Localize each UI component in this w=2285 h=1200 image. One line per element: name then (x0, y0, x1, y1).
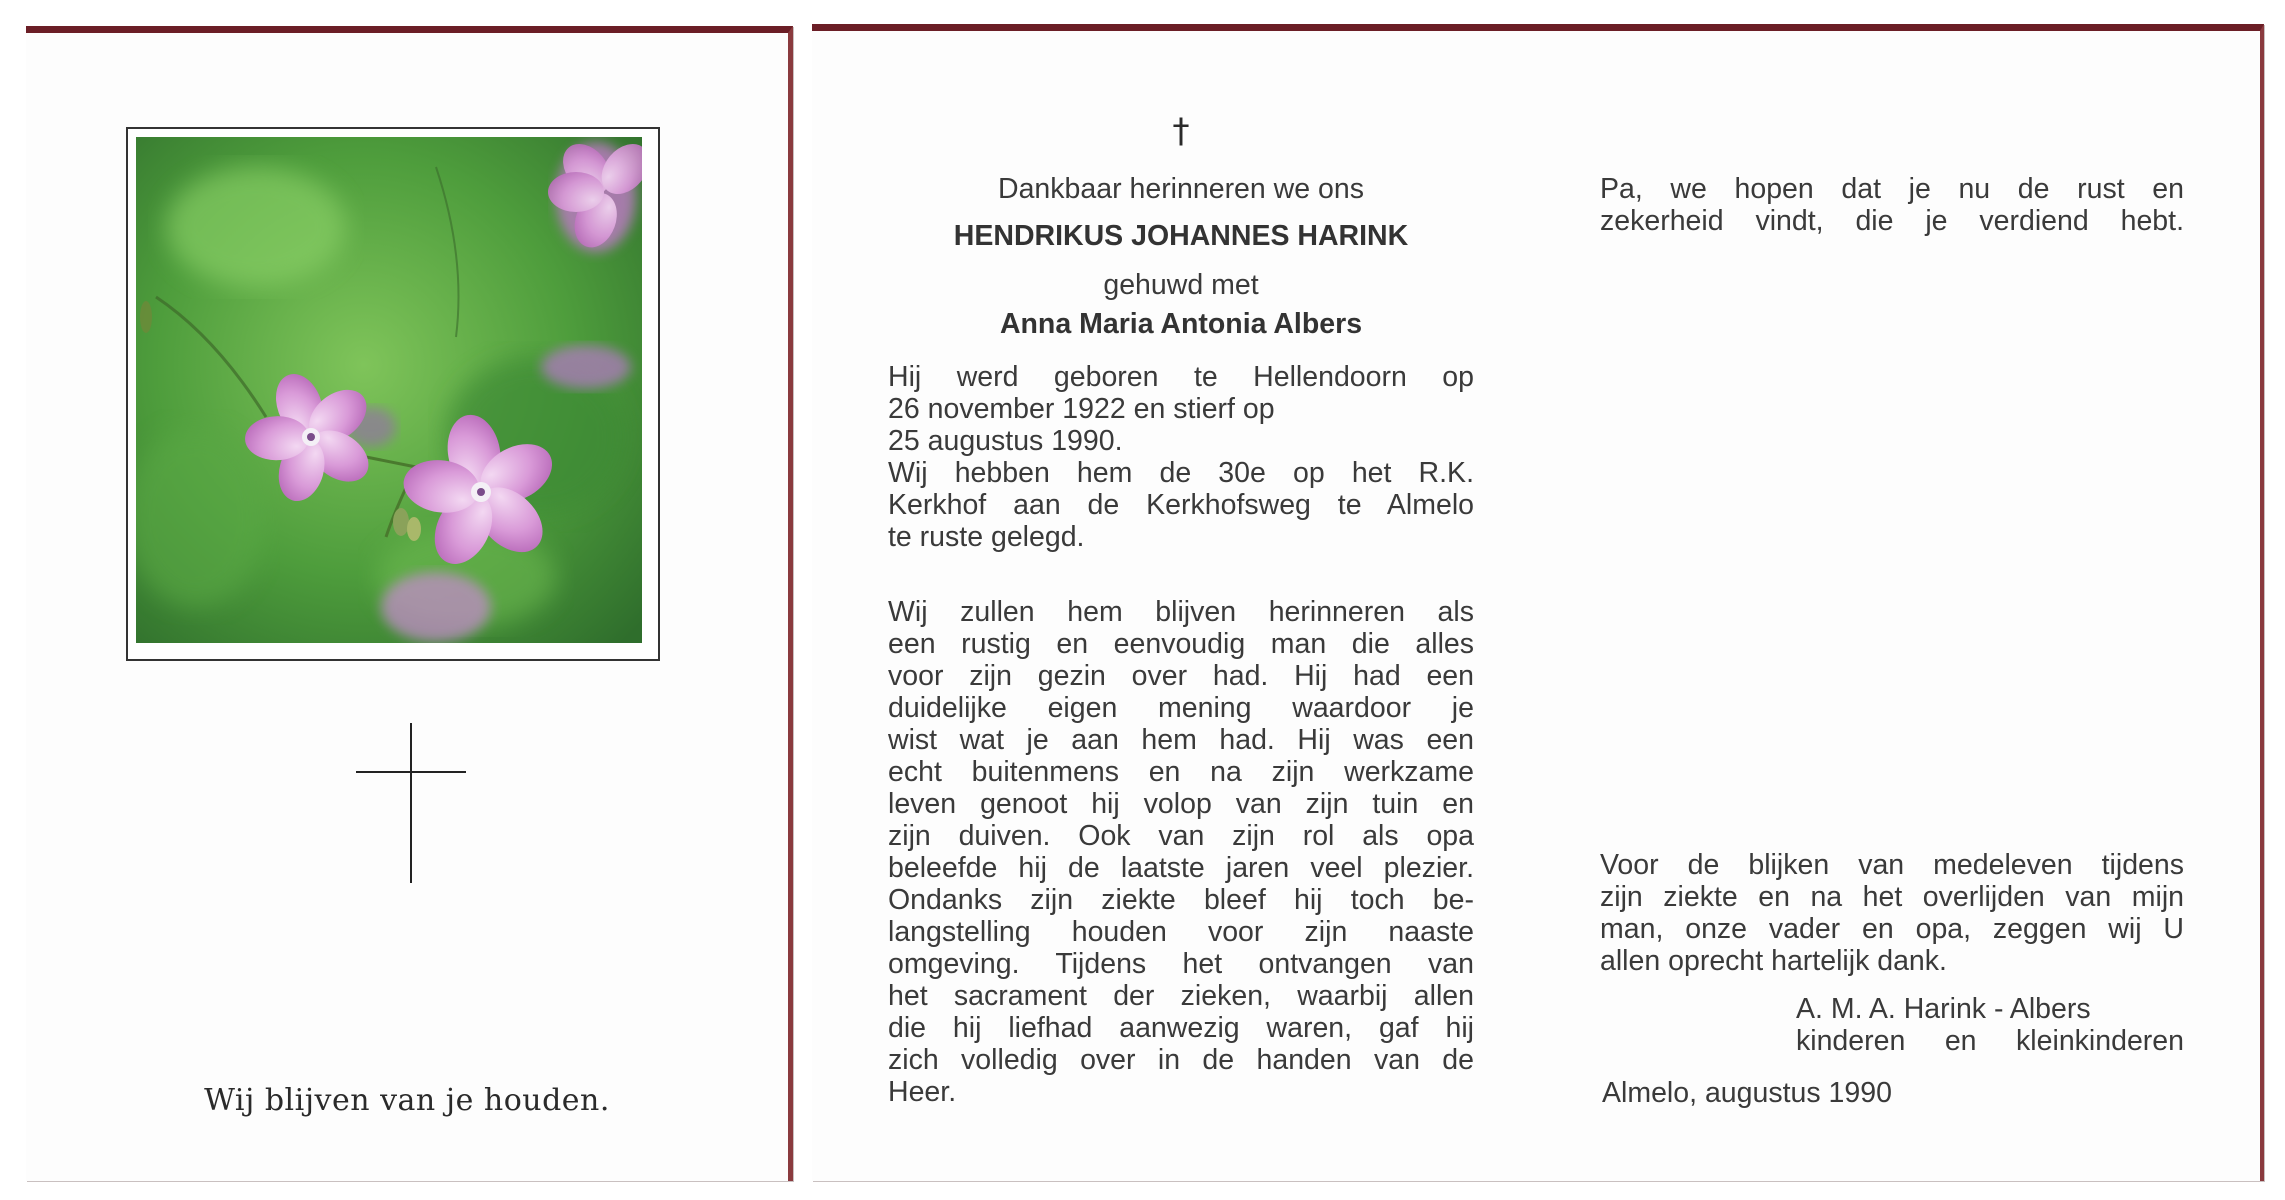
text-line: 26 november 1922 en stierf op (888, 393, 1275, 425)
flower-illustration (136, 137, 642, 643)
text-line: zich volledig over in de handen van de (888, 1044, 1474, 1076)
text-line: het sacrament der zieken, waarbij allen (888, 980, 1474, 1012)
flower-photo (136, 137, 642, 643)
text-line: leven genoot hij volop van zijn tuin en (888, 788, 1474, 820)
wish-paragraph (1600, 173, 2184, 237)
intro-line: Dankbaar herinneren we ons (998, 173, 1364, 205)
text-line: een rustig en eenvoudig man die alles (888, 628, 1474, 660)
place-date: Almelo, augustus 1990 (1602, 1077, 1892, 1109)
text-line: wist wat je aan hem had. Hij was een (888, 724, 1474, 756)
thanks-paragraph (1600, 849, 2184, 977)
text-line: allen oprecht hartelijk dank. (1600, 945, 1947, 977)
spouse-name: Anna Maria Antonia Albers (999, 308, 1363, 340)
text-line: Pa, we hopen dat je nu de rust en (1600, 173, 2184, 205)
memory-paragraph (888, 596, 1474, 1108)
text-line: Ondanks zijn ziekte bleef hij toch be- (888, 884, 1474, 916)
text-line: 25 augustus 1990. (888, 425, 1123, 457)
text-line: voor zijn gezin over had. Hij had een (888, 660, 1474, 692)
text-line: beleefde hij de laatste jaren veel plezier. (888, 852, 1474, 884)
text-line: te ruste gelegd. (888, 521, 1085, 553)
text-line: langstelling houden voor zijn naaste (888, 916, 1474, 948)
text-line: zijn ziekte en na het overlijden van mijn (1600, 881, 2184, 913)
text-line: Wij hebben hem de 30e op het R.K. (888, 457, 1474, 489)
text-line: zekerheid vindt, die je verdiend hebt. (1600, 205, 2184, 237)
signature-block (1796, 993, 2184, 1057)
text-line: die hij liefhad aanwezig waren, gaf hij (888, 1012, 1474, 1044)
married-line: gehuwd met (1103, 269, 1259, 301)
text-line: man, onze vader en opa, zeggen wij U (1600, 913, 2184, 945)
text-line: Heer. (888, 1076, 957, 1108)
small-cross-icon: † (1172, 111, 1190, 151)
text-line: omgeving. Tijdens het ontvangen van (888, 948, 1474, 980)
cross-icon (356, 723, 466, 883)
photo-frame (126, 127, 660, 661)
text-line: Wij zullen hem blijven herinneren als (888, 596, 1474, 628)
deceased-name: HENDRIKUS JOHANNES HARINK (953, 220, 1409, 252)
motto-text: Wij blijven van je houden. (204, 1083, 610, 1118)
text-line: Voor de blijken van medeleven tijdens (1600, 849, 2184, 881)
text-line: zijn duiven. Ook van zijn rol als opa (888, 820, 1474, 852)
text-line: Kerkhof aan de Kerkhofsweg te Almelo (888, 489, 1474, 521)
card-front (26, 26, 793, 1181)
text-line: duidelijke eigen mening waardoor je (888, 692, 1474, 724)
signature-family: kinderen en kleinkinderen (1796, 1025, 2184, 1057)
signature-name: A. M. A. Harink - Albers (1796, 993, 2091, 1025)
bio-paragraph (888, 361, 1474, 553)
text-line: Hij werd geboren te Hellendoorn op (888, 361, 1474, 393)
card-inside (812, 24, 2264, 1181)
text-line: echt buitenmens en na zijn werkzame (888, 756, 1474, 788)
